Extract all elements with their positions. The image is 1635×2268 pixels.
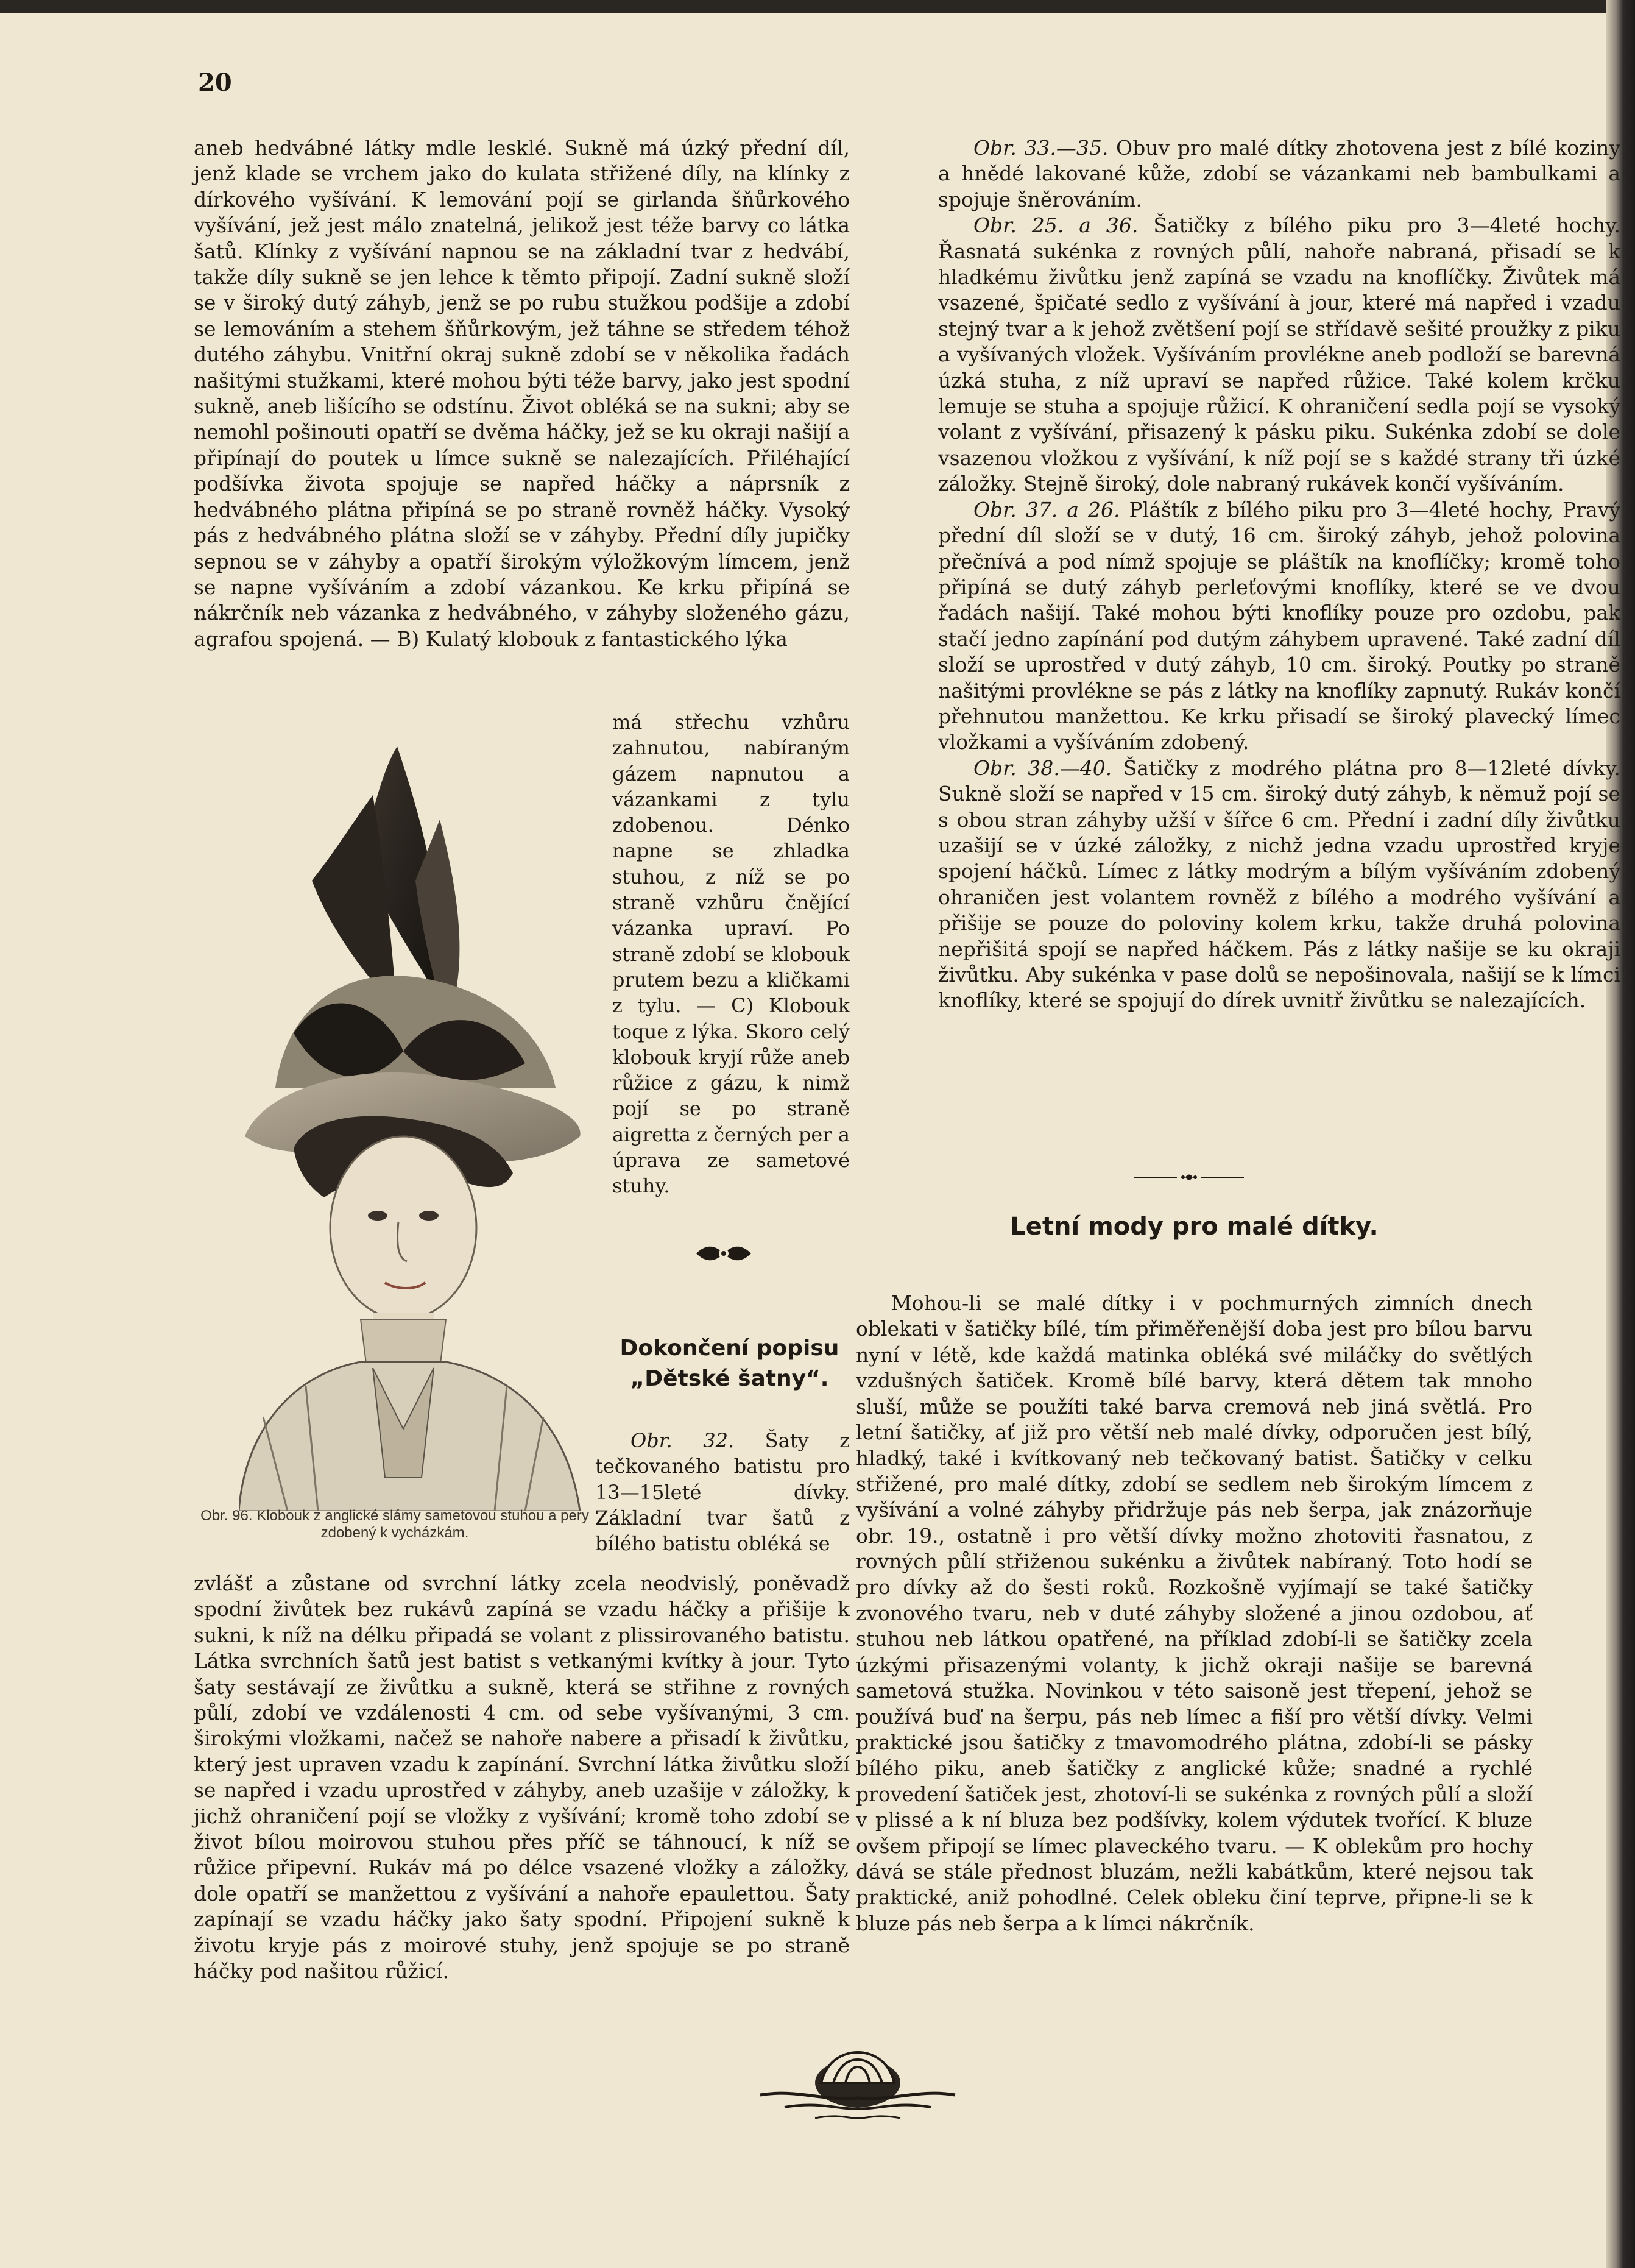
letni-mody-heading: Letní mody pro malé dítky. [1010, 1213, 1379, 1241]
paragraph-ref: Obr. 37. a 26. [973, 497, 1120, 522]
scan-border-top [0, 0, 1635, 13]
left-paragraph-top: aneb hedvábné látky mdle lesklé. Sukně má úzký přední díl, jenž klade se vrchem jako do kulata střižené díly, na klínky z dírkového vyšívání. K lemování pojí se girlanda šňůrkového vyšívání, jež jest málo znatelná, jelikož jest téže barvy co látka šatů. Klínky z vyšívání napnou se na základní tvar z hedvábí, takže díly sukně se jen lehce k těmto připojí. Zadní sukně složí se v široký dutý záhyb, jenž se po rubu stužkou podšije a zdobí se lemováním a stehem šňůrkovým, jež táhne se středem téhož dutého záhybu. Vnitřní okraj sukně zdobí se v několika řadách našitými stužkami, které mohou býti téže barvy, jako jest spodní sukně, aneb lišícího se odstínu. Život obléká se na sukni; aby se nemohl pošinouti opatří se dvěma háčky, jež se ku okraji našijí a připínají do poutek u límce sukně se nalezajících. Přiléhající podšívka života spojuje se napřed háčky a náprsník z hedvábného plátna připíná se po straně rovněž háčky. Vysoký pás z hedvábného plátna složí se v záhyby. Přední díly jupičky sepnou se v záhyby a opatří širokým výložkovým límcem, jenž se napne vyšíváním a zdobí vázankou. Ke krku připíná se nákrčník neb vázanka z hedvábného, v záhyby složeného gázu, agrafou spojená. — B) Kulatý klobouk z fantastického lýka [194, 136, 850, 651]
paragraph-ref: Obr. 38.—40. [973, 756, 1112, 780]
paragraph-text: Šatičky z bílého piku pro 3—4leté hochy. Řasnatá sukénka z rovných půlí, nahoře nabraná, přisadí se k hladkému živůtku jenž zapíná se vzadu na knoflíčky. Živůtek má vsazené, špičaté sedlo z vyšívání à jour, které má napřed i vzadu stejný tvar a k jehož zvětšení pojí se střídavě sešité proužky z piku a vyšívaných vložek. Vyšíváním provlékne aneb podloží se barevná úzká stuha, z níž upraví se napřed růžice. Také kolem krčku lemuje se stuha a spojuje růžicí. K ohraničení sedla pojí se vysoký volant z vyšívání, přisazený k pásku piku. Sukénka zdobí se dole vsazenou vložkou z vyšívání, k níž pojí se s každé strany tři úzké záložky. Stejně široký, dole nabraný rukávek končí vyšíváním. [938, 213, 1620, 496]
right-paragraph [938, 756, 1620, 1014]
figure-caption: Obr. 96. Klobouk z anglické slámy sametovou stuhou a pery zdobený k vycházkám. [200, 1508, 589, 1541]
paragraph-ref: Obr. 33.—35. [973, 136, 1109, 160]
page-number: 20 [198, 68, 232, 97]
left-column-side-text [612, 709, 850, 1197]
paragraph-text: Obuv pro malé dítky zhotovena jest z bílé koziny a hnědé lakované kůže, zdobí se vázankami neb bambulkami a spojuje šněrováním. [938, 136, 1620, 211]
right-column-bottom-text [856, 1291, 1533, 1996]
paragraph-text: Pláštík z bílého piku pro 3—4leté hochy, Pravý přední díl složí se v dutý, 16 cm. široký záhyb, jehož polovina přečnívá a pod nímž spojuje se pláštík na knoflíčky; kromě toho připíná se dutý záhyb perleťovými knoflíky, které se ve dvou řadách našijí. Také mohou býti knoflíky pouze pro ozdobu, pak stačí jedno zapínání pod dutým záhybem upravené. Také zadní díl složí se uprostřed v dutý záhyb, 10 cm. široký. Poutky po straně našitými provlékne se pás z látky na knoflíky zapnutý. Rukáv končí přehnutou manžettou. Ke krku přisadí se široký plavecký límec vložkami a vyšíváním zdobený. [938, 497, 1620, 754]
dokonceni-start: Šaty z tečkovaného batistu pro 13—15leté dívky. Základní tvar šatů z bílého batistu obléká se [595, 1429, 850, 1556]
dokonceni-heading: Dokončení popisu „Dětské šatny“. [620, 1336, 839, 1391]
left-column-bottom-text [194, 1571, 850, 1991]
right-column-top-text [938, 135, 1620, 1132]
right-paragraph [938, 213, 1620, 497]
right-paragraph [938, 497, 1620, 756]
letni-mody-text: Mohou-li se malé dítky i v pochmurných zimních dnech oblekati v šatičky bílé, tím přiměřenější doba jest pro bílou barvu nyní v létě, kde každá matinka obléká své miláčky do světlých vzdušných šatiček. Kromě bílé barvy, která dětem tak mnoho sluší, může se použíti také barva cremová neb jiná světlá. Pro letní šatičky, ať již pro větší neb malé dívky, odporučen jest bílý, hladký, také i kvítkovaný neb tečkovaný batist. Šatičky v celku střižené, pro malé dítky, zdobí se sedlem neb širokým límcem z vyšívání a volné záhyby přidržuje pás neb šerpa, jak znázorňuje obr. 19., ostatně i pro větší dívky možno zhotoviti řasnatou, z rovných půlí střiženou sukénku a živůtek nabíraný. Toto hodí se pro dívky až do šesti roků. Rozkošně vyjímají se také šatičky zvonového tvaru, neb v duté záhyby složené a jinou ozdobou, ať stuhou neb látkou opatřené, na příklad zdobí-li se šatičky zcela úzkými přisazenými volanty, k jichž okraji našije se barevná sametová stužka. Novinkou v této saisoně jest třepení, jehož se používá buď na šerpu, pás neb límec a fiší pro větší dívky. Velmi praktické jsou šatičky z tmavomodrého plátna, zdobí-li se pásky bílého piku, aneb šatičky z anglické kůže; snadné a rychlé provedení šatiček jest, zhotoví-li se sukénka z rovných půlí a složí v plissé a k ní bluza bez podšívky, kolem výdutek tvořící. K bluze ovšem připojí se límec plaveckého tvaru. — K oblekům pro hochy dává se stále přednost bluzám, nežli kabátkům, které nejsou tak praktické, aniž pohodlné. Celek obleku činí teprve, připne-li se k bluze pás neb šerpa a k límci nákrčník. [856, 1291, 1533, 1935]
left-paragraph-bottom: zvlášť a zůstane od svrchní látky zcela neodvislý, poněvadž spodní živůtek bez rukávů zapíná se vzadu háčky a přišije k sukni, k níž na délku připadá se volant z plissirovaného batistu. Látka svrchních šatů jest batist s vetkanými kvítky à jour. Tyto šaty sestávají ze živůtku a sukně, která se střihne z rovných půlí, zdobí ve vzdálenosti 4 cm. od sebe vyšívanými, 3 cm. širokými vložkami, načež se nahoře nabere a přisadí k živůtku, který jest upraven vzadu k zapínání. Svrchní látka živůtku složí se napřed i vzadu uprostřed v záhyby, aneb uzašije v záložky, k jichž ohraničení pojí se vložky z vyšívání; kromě toho zdobí se život bílou moirovou stuhou přes příč se táhnoucí, k níž se růžice připevní. Rukáv má po délce vsazené vložky a záložky, dole opatří se manžettou z vyšívání a nahoře epaulettou. Šaty zapínají se vzadu háčky jako šaty spodní. Připojení sukně k životu kryje pás z moirové stuhy, jenž spojuje se po straně háčky pod našitou růžicí. [194, 1572, 850, 1983]
divider-ornament-icon [1134, 1171, 1244, 1183]
dokonceni-ref: Obr. 32. [630, 1429, 735, 1452]
lotus-ornament-icon [748, 2040, 967, 2125]
right-paragraph [938, 135, 1620, 213]
left-paragraph-side: má střechu vzhůru zahnutou, nabíraným gázem napnutou a vázankami z tylu zdobenou. Dénko napne se zhladka stuhou, z níž se po straně vzhůru čnějící vázanka upraví. Po straně zdobí se klobouk prutem bezu a kličkami z tylu. — C) Klobouk toque z lýka. Skoro celý klobouk kryjí růže aneb růžice z gázu, k nimž pojí se po straně aigretta z černých per a úprava ze sametové stuhy. [612, 711, 850, 1198]
hat-woman-illustration [239, 746, 589, 1511]
left-column-top-text [194, 135, 850, 703]
paragraph-ref: Obr. 25. a 36. [973, 213, 1139, 238]
paragraph-text: Šatičky z modrého plátna pro 8—12leté dívky. Sukně složí se napřed v 15 cm. široký dutý záhyb, k němuž pojí se s obou stran záhyby užší v šířce 6 cm. Přední i zadní díly živůtku uzašijí se v úzké záložky, z nichž jedna vzadu uprostřed kryje spojení háčků. Límec z látky modrým a bílým vyšíváním zdobený ohraničen jest volantem rovněž z bílého a modrého vyšívání a přišije se pouze do poloviny kolem krku, takže druhá polovina nepřišitá spojí se napřed háčkem. Pás z látky našije se ku okraji živůtku. Aby sukénka v pase dolů se nepošinovala, našijí se k límci knoflíky, které se spojují do dírek uvnitř živůtku se nalezajících. [938, 756, 1620, 1013]
dokonceni-start-text [595, 1428, 850, 1571]
fleuron-icon [690, 1232, 757, 1275]
